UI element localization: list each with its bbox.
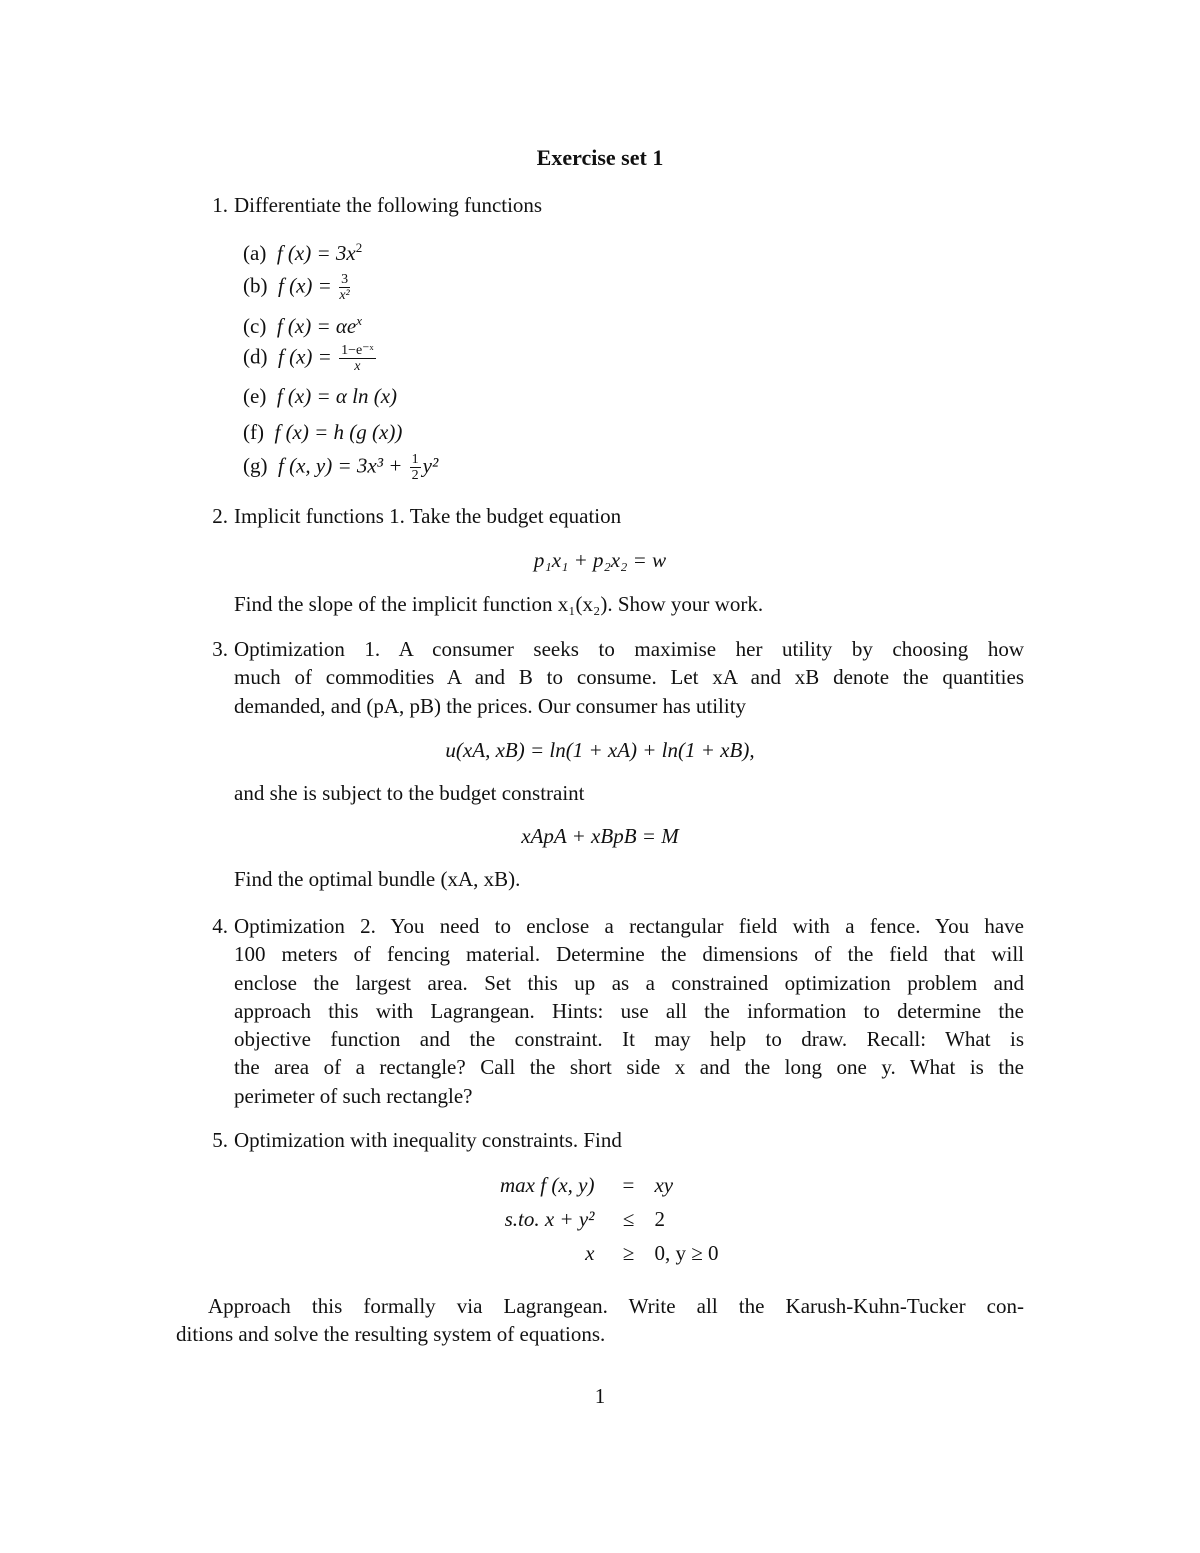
question-2-followup: Find the slope of the implicit function x₁(x₂). Show your work. — [234, 592, 764, 616]
utility-equation: u(xA, xB) = ln(1 + xA) + ln(1 + xB), — [445, 738, 755, 762]
constraint-intro: and she is subject to the budget constraint — [234, 781, 585, 805]
part-lhs: f (x) = — [278, 273, 338, 298]
part-label: (b) — [243, 273, 268, 298]
q1-part-g — [243, 452, 438, 483]
page-number: 1 — [594, 1384, 606, 1408]
fraction: $\frac{\text{1−e⁻ˣ}}{x}$ — [341, 343, 374, 374]
part-lhs: f (x) = — [274, 420, 334, 444]
text-line: approach this with Lagrangean. Hints: use all the information to determine the — [234, 998, 1024, 1023]
q1-part-f — [243, 420, 402, 445]
question-4-number: 4. — [212, 914, 228, 938]
q1-part-d — [243, 343, 378, 374]
row-operator: = — [622, 1172, 635, 1197]
row-lhs: max f (x, y) — [500, 1172, 595, 1197]
part-rhs: y² — [422, 453, 439, 478]
row-operator: ≥ — [622, 1240, 635, 1265]
text-line: ditions and solve the resulting system of equations. — [176, 1322, 606, 1347]
nonnegativity-row — [500, 1236, 718, 1270]
question-3-followup: Find the optimal bundle (xA, xB). — [234, 867, 521, 891]
part-lhs: f (x) = — [276, 314, 336, 338]
constraint-row — [500, 1202, 718, 1236]
question-5-text: Optimization with inequality constraints. Find — [234, 1128, 622, 1152]
text-line: Optimization 2. You need to enclose a rectangular field with a fence. You have — [234, 914, 1024, 938]
question-2-text: Implicit functions 1. Take the budget equation — [234, 504, 622, 528]
budget-equation: p₁x₁ + p₂x₂ = w — [533, 548, 667, 572]
part-sup: 2 — [355, 240, 363, 255]
part-rhs: h (g (x)) — [333, 420, 403, 444]
part-lhs: f (x) = — [278, 344, 338, 369]
page-title: Exercise set 1 — [536, 145, 664, 170]
row-rhs: xy — [654, 1172, 674, 1197]
part-lhs: f (x) = — [276, 241, 336, 265]
row-lhs: s.to. x + y² — [504, 1206, 595, 1231]
budget-constraint-equation: xApA + xBpB = M — [521, 824, 679, 848]
question-1-text: Differentiate the following functions — [234, 193, 543, 217]
text-line: Approach this formally via Lagrangean. Write all the Karush-Kuhn-Tucker con- — [208, 1294, 1024, 1318]
closing-paragraph — [176, 1292, 1024, 1349]
part-sup: x — [356, 313, 362, 328]
part-label: (c) — [243, 314, 267, 338]
question-3-number: 3. — [212, 637, 228, 661]
part-lhs: f (x) = — [276, 384, 336, 408]
question-3-paragraph — [234, 635, 1024, 720]
text-line: the area of a rectangle? Call the short side x and the long one y. What is the — [234, 1055, 1024, 1080]
part-rhs: 3x — [335, 241, 356, 265]
text-line: much of commodities A and B to consume. Let xA and xB denote the quantities — [234, 665, 1024, 690]
part-label: (g) — [243, 453, 268, 478]
question-2-number: 2. — [212, 504, 228, 528]
q1-part-b — [243, 272, 352, 303]
q1-part-a — [243, 240, 362, 266]
text-line: 100 meters of fencing material. Determine the dimensions of the field that will — [234, 942, 1024, 967]
text-line: objective function and the constraint. It may help to draw. Recall: What is — [234, 1027, 1024, 1052]
row-operator: ≤ — [622, 1206, 635, 1231]
question-4-paragraph — [234, 912, 1024, 1110]
part-label: (d) — [243, 344, 268, 369]
row-lhs: x — [585, 1240, 595, 1265]
row-rhs: 2 — [654, 1206, 665, 1231]
question-5-number: 5. — [212, 1128, 228, 1152]
fraction: $\frac{3}{\text{x²}}$ — [339, 272, 350, 303]
part-label: (a) — [243, 241, 267, 265]
text-line: Optimization 1. A consumer seeks to maximise her utility by choosing how — [234, 637, 1024, 661]
text-line: demanded, and (pA, pB) the prices. Our consumer has utility — [234, 693, 747, 718]
text-line: perimeter of such rectangle? — [234, 1083, 473, 1108]
part-rhs: α ln (x) — [335, 384, 398, 408]
row-rhs: 0, y ≥ 0 — [654, 1240, 719, 1265]
q1-part-c — [243, 313, 362, 339]
question-1-number: 1. — [212, 193, 228, 217]
optimization-problem — [500, 1168, 718, 1270]
part-label: (f) — [243, 420, 264, 444]
part-label: (e) — [243, 384, 267, 408]
part-lhs: f (x, y) = 3x³ + — [278, 453, 408, 478]
q1-part-e — [243, 384, 397, 409]
objective-row — [500, 1168, 718, 1202]
fraction: $\frac{1}{2}$ — [411, 452, 419, 483]
text-line: enclose the largest area. Set this up as a constrained optimization problem and — [234, 970, 1024, 995]
part-rhs: αe — [335, 314, 357, 338]
